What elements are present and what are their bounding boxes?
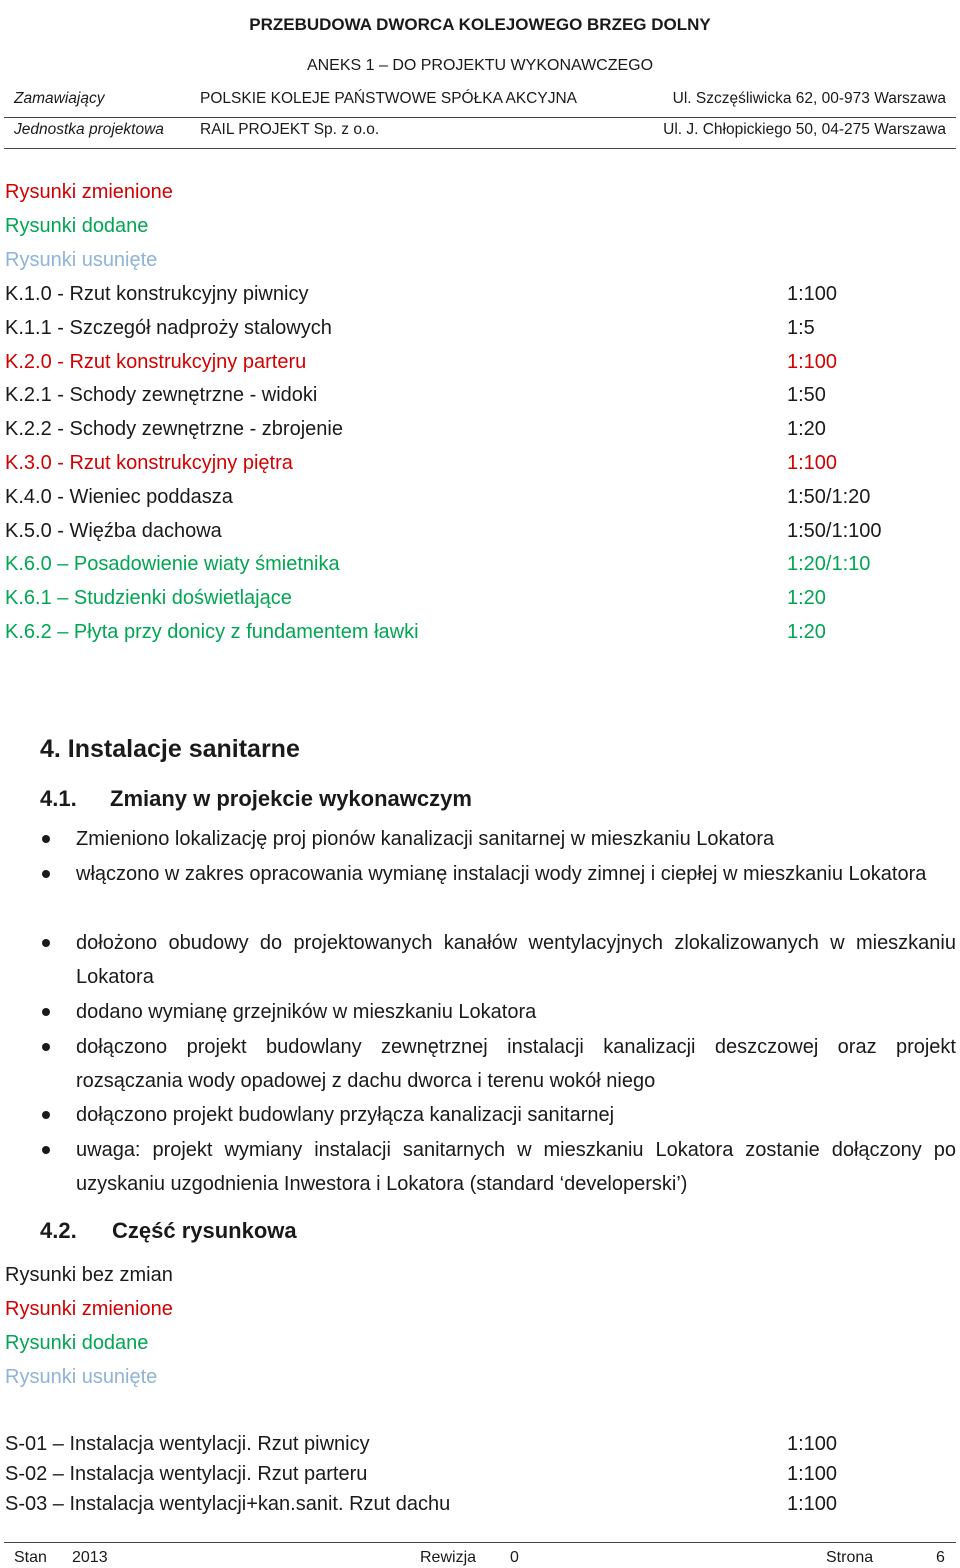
bullet-icon [42,1043,50,1051]
drawing-scale: 1:100 [787,351,838,373]
drawing-name: K.4.0 - Wieniec poddasza [5,486,233,508]
drawing-name: S-01 – Instalacja wentylacji. Rzut piwnicy [5,1433,370,1455]
footer-rewizja-label: Rewizja [420,1549,477,1566]
subsection-number: 4.1. [40,786,77,811]
subsection-title: Część rysunkowa [112,1218,297,1243]
drawing-scale: 1:50 [787,384,826,406]
drawing-name: K.2.2 - Schody zewnętrzne - zbrojenie [5,418,343,440]
drawing-scale: 1:100 [787,1433,838,1455]
bullet-text: dołączono projekt budowlany przyłącza kanalizacji sanitarnej [76,1104,615,1126]
header-divider [4,148,956,149]
drawing-scale: 1:20/1:10 [787,553,871,575]
bullet-icon [42,1111,50,1119]
legend-changed: Rysunki zmienione [5,1298,173,1320]
drawing-scale: 1:100 [787,283,838,305]
drawing-scale: 1:5 [787,317,815,339]
client-label: Zamawiający [14,90,105,107]
drawing-name: K.1.0 - Rzut konstrukcyjny piwnicy [5,283,309,305]
drawing-scale: 1:20 [787,587,826,609]
client-address: Ul. Szczęśliwicka 62, 00-973 Warszawa [672,90,946,107]
drawing-name: K.5.0 - Więźba dachowa [5,520,222,542]
footer-stan-label: Stan [14,1549,47,1566]
bullet-icon [42,939,50,947]
drawing-name: K.2.0 - Rzut konstrukcyjny parteru [5,351,307,373]
drawing-scale: 1:100 [787,1493,838,1515]
bullet-icon [42,870,50,878]
drawing-scale: 1:50/1:20 [787,486,871,508]
client-name: POLSKIE KOLEJE PAŃSTWOWE SPÓŁKA AKCYJNA [200,90,577,107]
footer-divider [4,1542,956,1543]
document-subtitle: ANEKS 1 – DO PROJEKTU WYKONAWCZEGO [306,57,654,74]
bullet-icon [42,835,50,843]
footer-stan-value: 2013 [72,1549,108,1566]
bullet-text: dodano wymianę grzejników w mieszkaniu Lokatora [76,1001,537,1023]
drawing-name: K.3.0 - Rzut konstrukcyjny piętra [5,452,293,474]
bullet-icon [42,1146,50,1154]
drawing-name: S-03 – Instalacja wentylacji+kan.sanit. Rzut dachu [5,1493,451,1515]
subsection-number: 4.2. [40,1218,77,1243]
drawing-scale: 1:20 [787,621,826,643]
section-heading: 4. Instalacje sanitarne [40,735,300,763]
drawing-name: K.6.1 – Studzienki doświetlające [5,587,292,609]
drawing-name: S-02 – Instalacja wentylacji. Rzut parteru [5,1463,368,1485]
legend-added: Rysunki dodane [5,215,149,237]
footer-rewizja-value: 0 [510,1549,519,1566]
legend-removed: Rysunki usunięte [5,1366,158,1388]
bullet-text: dołożono obudowy do projektowanych kanałów wentylacyjnych zlokalizowanych w mieszkaniu Lokatora [76,932,956,988]
drawing-scale: 1:50/1:100 [787,520,882,542]
bullet-text: Zmieniono lokalizację proj pionów kanalizacji sanitarnej w mieszkaniu Lokatora [76,828,775,850]
drawing-name: K.1.1 - Szczegół nadproży stalowych [5,317,332,339]
footer-strona-value: 6 [936,1549,945,1566]
designer-name: RAIL PROJEKT Sp. z o.o. [200,121,380,138]
drawing-scale: 1:20 [787,418,826,440]
bullet-text: włączono w zakres opracowania wymianę instalacji wody zimnej i ciepłej w mieszkaniu Lokatora [76,863,927,885]
drawing-name: K.2.1 - Schody zewnętrzne - widoki [5,384,318,406]
bullet-icon [42,1008,50,1016]
legend-added: Rysunki dodane [5,1332,149,1354]
bullet-text: dołączono projekt budowlany zewnętrznej instalacji kanalizacji deszczowej oraz projekt rozsączania wody opadowej z dachu dworca i terenu wokół niego [76,1036,956,1092]
legend-unchanged: Rysunki bez zmian [5,1264,173,1286]
drawing-scale: 1:100 [787,1463,838,1485]
drawing-scale: 1:100 [787,452,838,474]
designer-label: Jednostka projektowa [14,121,164,138]
legend-removed: Rysunki usunięte [5,249,158,271]
bullet-text: uwaga: projekt wymiany instalacji sanitarnych w mieszkaniu Lokatora zostanie dołączony po uzyskaniu uzgodnienia Inwestora i Lokatora (standard ‘developerski’) [76,1139,956,1195]
legend-changed: Rysunki zmienione [5,181,173,203]
footer-strona-label: Strona [826,1549,874,1566]
drawing-name: K.6.2 – Płyta przy donicy z fundamentem ławki [5,621,419,643]
document-title: PRZEBUDOWA DWORCA KOLEJOWEGO BRZEG DOLNY [249,15,711,34]
subsection-title: Zmiany w projekcie wykonawczym [110,786,472,811]
drawing-name: K.6.0 – Posadowienie wiaty śmietnika [5,553,340,575]
designer-address: Ul. J. Chłopickiego 50, 04-275 Warszawa [663,121,946,138]
header-divider [4,117,956,118]
